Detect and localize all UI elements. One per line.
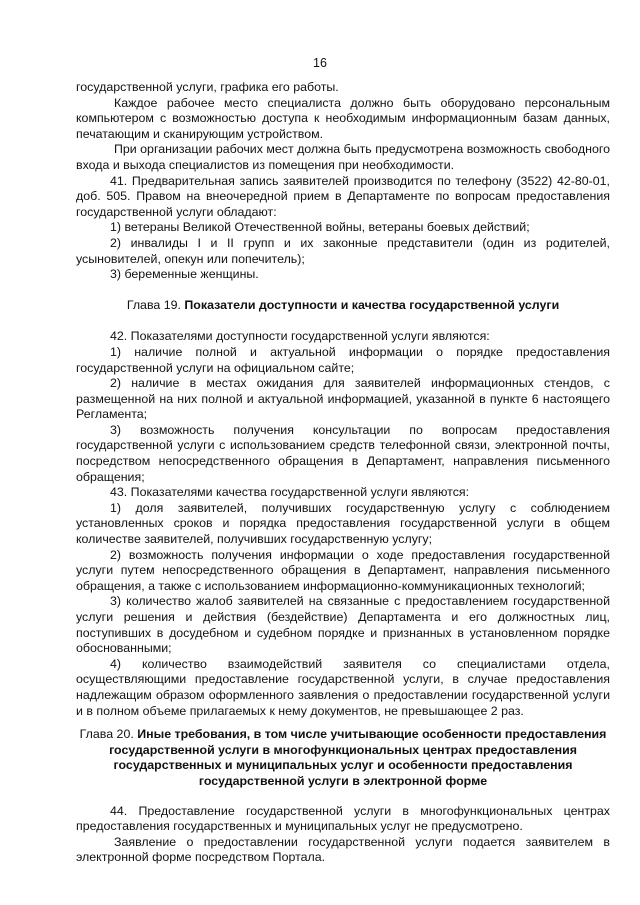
paragraph-41-appointment: 41. Предварительная запись заявителей производится по телефону (3522) 42-80-01, доб. 505. Правом на внеочередной прием в Департаменте по вопросам предоставления государственной услуги обладают: xyxy=(76,173,610,219)
list-item-consultation: 3) возможность получения консультации по вопросам предоставления государственной услуги с использованием средств телефонной связи, электронной почты, посредством непосредственного обращения в Департамент, направления письменного обращения; xyxy=(76,422,610,484)
paragraph-workplace-equipment: Каждое рабочее место специалиста должно быть оборудовано персональным компьютером с возможностью доступа к необходимым информационным базам данных, печатающим и сканирующим устройством. xyxy=(76,95,610,141)
paragraph-continuation: государственной услуги, графика его работы. xyxy=(76,80,339,94)
list-item-progress-info: 2) возможность получения информации о ходе предоставления государственной услуги путем непосредственного обращения в Департамент, направления письменного обращения, а также с использованием информационно-коммуникационных технологий; xyxy=(76,547,610,593)
list-item-pregnant: 3) беременные женщины. xyxy=(110,267,259,282)
chapter-19-prefix: Глава 19. xyxy=(126,297,181,312)
list-item-share-applicants: 1) доля заявителей, получивших государственную услугу с соблюдением установленных сроков и порядка предоставления государственной услуги в общем количестве заявителей, получивших государственную услугу; xyxy=(76,500,610,547)
chapter-20-heading xyxy=(76,727,610,789)
page-content xyxy=(76,80,610,866)
list-item-info-stands: 2) наличие в местах ожидания для заявителей информационных стендов, с размещенной на них полной и актуальной информацией, указанной в пункте 6 настоящего Регламента; xyxy=(76,376,610,422)
paragraph-free-access: При организации рабочих мест должна быть предусмотрена возможность свободного входа и выхода специалистов из помещения при необходимости. xyxy=(76,142,610,172)
chapter-19-title: Показатели доступности и качества государственной услуги xyxy=(184,297,560,312)
chapter-19-heading xyxy=(76,298,610,314)
list-item-veterans: 1) ветераны Великой Отечественной войны, ветераны боевых действий; xyxy=(110,220,530,235)
list-item-interactions: 4) количество взаимодействий заявителя со специалистами отдела, осуществляющими предоставление государственной услуги, в случае предоставления надлежащим образом оформленного заявления о предоставлении государственной услуги и в полном объеме прилагаемых к нему документов, не превышающее 2 раз. xyxy=(76,656,610,718)
list-item-complaints: 3) количество жалоб заявителей на связанные с предоставлением государственной услуги решения и действия (бездействие) Департамента и его должностных лиц, поступивших в досудебном и судебном порядке и признанных в установленном порядке обоснованными; xyxy=(76,594,610,656)
list-item-website-info: 1) наличие полной и актуальной информации о порядке предоставления государственной услуги на официальном сайте; xyxy=(76,344,610,375)
paragraph-44-mfc: 44. Предоставление государственной услуги в многофункциональных центрах предоставления государственных и муниципальных услуг не предусмотрено. xyxy=(76,803,610,834)
list-item-disabled: 2) инвалиды I и II групп и их законные представители (один из родителей, усыновителей, опекун или попечитель); xyxy=(76,235,610,266)
paragraph-43-quality: 43. Показателями качества государственной услуги являются: xyxy=(110,485,470,500)
chapter-20-title: Иные требования, в том числе учитывающие особенности предоставления государственной услуги в многофункциональных центрах предоставления государственных и муниципальных услуг и особенности предоставления государственной услуги в электронной форме xyxy=(109,727,607,788)
chapter-20-prefix: Глава 20. xyxy=(79,727,134,742)
paragraph-electronic-form: Заявление о предоставлении государственной услуги подается заявителем в электронной форме посредством Портала. xyxy=(76,834,610,865)
paragraph-42-accessibility: 42. Показателями доступности государственной услуги являются: xyxy=(110,329,490,344)
page-number: 16 xyxy=(313,56,327,70)
